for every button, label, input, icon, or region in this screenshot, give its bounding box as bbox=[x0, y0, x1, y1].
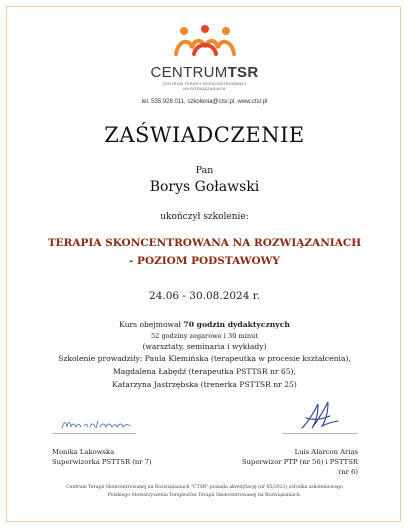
footer-line1: Centrum Terapii Skoncentrowanej na Rozwiązaniach "CTSR" posiada akredytację (nr 05/2021) ośrodka szkoleniowego bbox=[66, 485, 343, 490]
left-signature-line bbox=[52, 433, 136, 434]
left-signatory bbox=[52, 447, 152, 467]
brand-left: CENTRUM bbox=[150, 64, 228, 81]
brand-wordmark bbox=[0, 64, 409, 81]
right-signatory-name: Luis Alarcon Arias bbox=[294, 448, 358, 456]
ctsr-logo-icon bbox=[174, 24, 236, 58]
hours-bold: 70 godzin dydaktycznych bbox=[183, 320, 290, 329]
course-dates: 24.06 - 30.08.2024 r. bbox=[149, 290, 260, 302]
hours-prefix: Kurs obejmował bbox=[119, 320, 184, 329]
trainers-line2: Magdalena Łabędź (terapeutka PSTTSR nr 65), bbox=[113, 367, 296, 376]
hours-line bbox=[0, 320, 409, 329]
recipient-name: Borys Goławski bbox=[149, 179, 260, 195]
accreditation-footer bbox=[0, 484, 409, 500]
right-signature-image bbox=[296, 398, 342, 434]
tagline-line1: CENTRUM TERAPII SKONCENTROWANEJ bbox=[162, 82, 247, 86]
course-format: (warsztaty, seminaria i wykłady) bbox=[142, 342, 267, 351]
left-signatory-name: Monika Lakowska bbox=[52, 448, 115, 456]
right-signature-line bbox=[282, 433, 358, 434]
certificate-title: ZAŚWIADCZENIE bbox=[104, 123, 305, 147]
left-signatory-role: Superwizorka PSTTSR (nr 7) bbox=[52, 458, 152, 466]
left-signature-image bbox=[60, 417, 134, 431]
trainers-line1: Szkolenie prowadziły: Paula Klemińska (terapeutka w procesie kształcenia), bbox=[58, 354, 351, 363]
course-title-line2: - POZIOM PODSTAWOWY bbox=[129, 255, 280, 267]
completed-text: ukończył szkolenie: bbox=[160, 212, 249, 222]
footer-line2: Polskiego Stowarzyszenia Terapeutów Terapii Skoncentrowanej na Rozwiązaniach. bbox=[107, 493, 302, 498]
right-signatory bbox=[232, 447, 358, 477]
brand-right: TSR bbox=[227, 64, 259, 81]
trainers-line3: Katarzyna Jastrzębska (trenerka PSTTSR nr 25) bbox=[112, 380, 297, 389]
salutation: Pan bbox=[195, 165, 214, 176]
contact-info: tel. 535 928 011, szkolenia@ctsr.pl, www.ctsr.pl bbox=[141, 99, 268, 105]
tagline-line2: NA ROZWIĄZANIACH bbox=[183, 87, 226, 91]
course-title-line1: TERAPIA SKONCENTROWANA NA ROZWIĄZANIACH bbox=[47, 237, 362, 249]
hours-detail: 52 godziny zegarowe i 30 minut bbox=[150, 332, 259, 340]
brand-tagline bbox=[0, 82, 409, 92]
right-signatory-role: Superwizor PTP (nr 56) i PSTTSR (nr 6) bbox=[241, 458, 358, 476]
